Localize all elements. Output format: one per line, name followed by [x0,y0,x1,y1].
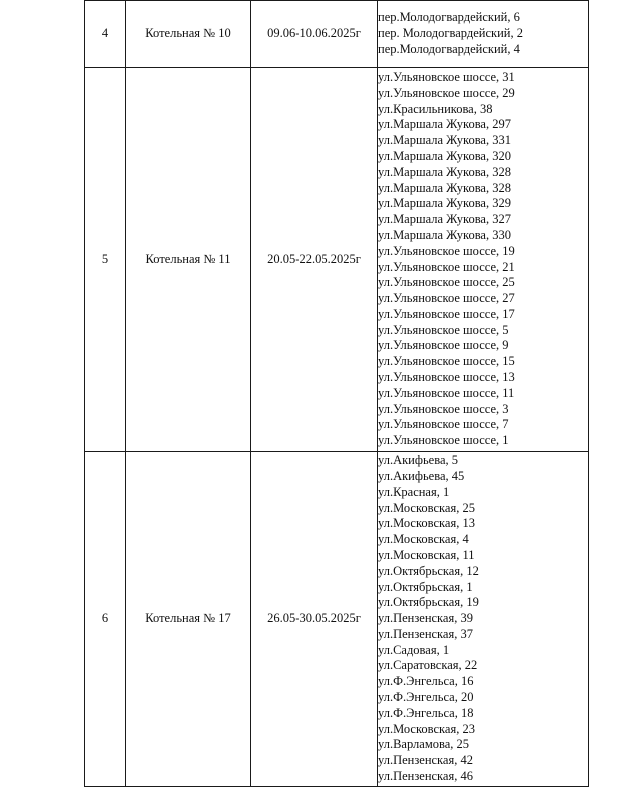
shutdown-dates: 09.06-10.06.2025г [251,1,378,68]
address-item: ул.Маршала Жукова, 330 [378,227,511,242]
address-item: ул.Ульяновское шоссе, 7 [378,417,509,432]
address-item: ул.Пензенская, 42 [378,753,473,768]
address-item: ул.Красная, 1 [378,484,450,499]
address-item: ул.Ульяновское шоссе, 11 [378,385,515,400]
address-item: ул.Московская, 23 [378,721,475,736]
address-item: ул.Московская, 4 [378,532,469,547]
address-item: ул.Московская, 11 [378,547,475,562]
address-item: ул.Ульяновское шоссе, 31 [378,69,515,84]
boiler-schedule-table [84,0,589,787]
address-item: ул.Ульяновское шоссе, 3 [378,401,509,416]
address-item: ул.Ф.Энгельса, 16 [378,674,474,689]
address-item: пер.Молодогвардейский, 4 [378,41,520,56]
address-item: ул.Ульяновское шоссе, 27 [378,291,515,306]
address-item: ул.Садовая, 1 [378,642,450,657]
address-list [378,1,589,68]
address-item: ул.Московская, 25 [378,500,475,515]
address-item: ул.Ульяновское шоссе, 17 [378,306,515,321]
row-number: 6 [85,452,126,787]
address-item: ул.Саратовская, 22 [378,658,478,673]
address-item: ул.Октябрьская, 12 [378,563,479,578]
boiler-name: Котельная № 17 [126,452,251,787]
address-item: ул.Ульяновское шоссе, 13 [378,370,515,385]
address-item: ул.Ульяновское шоссе, 15 [378,354,515,369]
address-item: ул.Ульяновское шоссе, 21 [378,259,515,274]
address-item: пер.Молодогвардейский, 6 [378,10,520,25]
address-item: ул.Красильникова, 38 [378,101,493,116]
address-item: ул.Маршала Жукова, 328 [378,164,511,179]
address-item: ул.Пензенская, 46 [378,769,473,784]
address-item: ул.Маршала Жукова, 331 [378,133,511,148]
address-item: ул.Ульяновское шоссе, 19 [378,243,515,258]
table-row [85,68,589,452]
address-item: ул.Ульяновское шоссе, 1 [378,433,509,448]
row-number: 5 [85,68,126,452]
address-item: ул.Ульяновское шоссе, 25 [378,275,515,290]
table-row [85,452,589,787]
address-item: ул.Ульяновское шоссе, 9 [378,338,509,353]
address-list [378,452,589,787]
address-list [378,68,589,452]
address-item: ул.Ульяновское шоссе, 29 [378,85,515,100]
address-item: ул.Ульяновское шоссе, 5 [378,322,509,337]
boiler-name: Котельная № 11 [126,68,251,452]
address-item: ул.Акифьева, 45 [378,468,465,483]
address-item: ул.Маршала Жукова, 327 [378,212,511,227]
address-item: ул.Акифьева, 5 [378,453,458,468]
address-item: ул.Ф.Энгельса, 18 [378,705,474,720]
address-item: ул.Пензенская, 37 [378,626,473,641]
address-item: ул.Маршала Жукова, 329 [378,196,511,211]
address-item: пер. Молодогвардейский, 2 [378,26,523,41]
shutdown-dates: 20.05-22.05.2025г [251,68,378,452]
table-row [85,1,589,68]
address-item: ул.Ф.Энгельса, 20 [378,690,474,705]
address-item: ул.Октябрьская, 19 [378,595,479,610]
address-item: ул.Октябрьская, 1 [378,579,473,594]
address-item: ул.Маршала Жукова, 328 [378,180,511,195]
address-item: ул.Маршала Жукова, 297 [378,117,511,132]
boiler-name: Котельная № 10 [126,1,251,68]
address-item: ул.Варламова, 25 [378,737,470,752]
address-item: ул.Московская, 13 [378,516,475,531]
shutdown-dates: 26.05-30.05.2025г [251,452,378,787]
address-item: ул.Пензенская, 39 [378,611,473,626]
row-number: 4 [85,1,126,68]
address-item: ул.Маршала Жукова, 320 [378,148,511,163]
